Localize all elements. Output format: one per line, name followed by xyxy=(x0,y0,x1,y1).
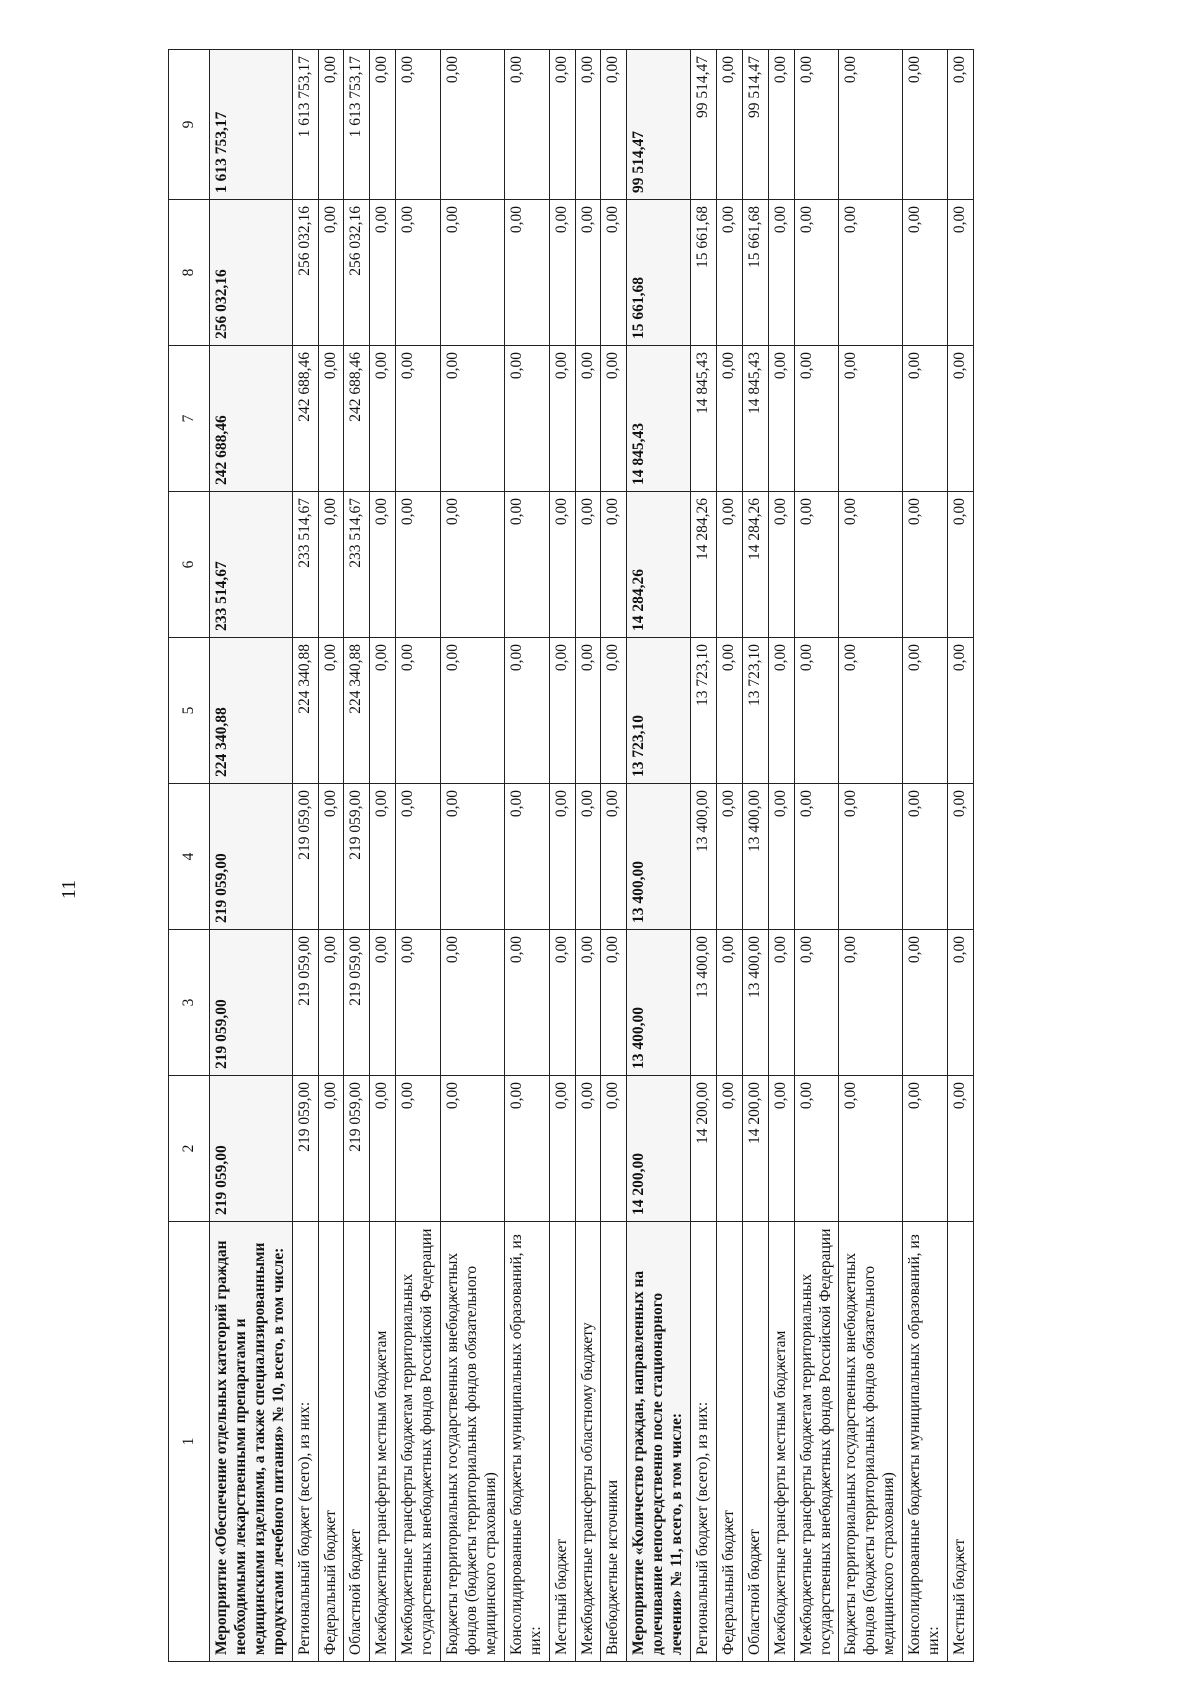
cell-value: 0,00 xyxy=(768,930,794,1076)
cell-value: 0,00 xyxy=(549,50,575,200)
column-header: 6 xyxy=(169,492,210,638)
cell-value: 13 400,00 xyxy=(691,930,717,1076)
cell-value: 0,00 xyxy=(839,784,903,930)
cell-value: 0,00 xyxy=(441,200,505,346)
row-label: Консолидированные бюджеты муниципальных образований, из них: xyxy=(903,1222,948,1662)
cell-value: 0,00 xyxy=(504,50,549,200)
table-row xyxy=(839,50,903,1662)
cell-value: 0,00 xyxy=(948,1076,974,1222)
cell-value: 219 059,00 xyxy=(292,784,318,930)
table-row xyxy=(601,50,627,1662)
cell-value: 233 514,67 xyxy=(292,492,318,638)
cell-value: 14 284,26 xyxy=(627,492,691,638)
cell-value: 0,00 xyxy=(768,638,794,784)
cell-value: 224 340,88 xyxy=(292,638,318,784)
cell-value: 0,00 xyxy=(794,492,839,638)
cell-value: 99 514,47 xyxy=(627,50,691,200)
page-number: 11 xyxy=(58,879,81,900)
cell-value: 0,00 xyxy=(549,492,575,638)
cell-value: 0,00 xyxy=(396,930,441,1076)
table-row xyxy=(948,50,974,1662)
table-row xyxy=(549,50,575,1662)
table-row xyxy=(370,50,396,1662)
cell-value: 0,00 xyxy=(794,638,839,784)
cell-value: 0,00 xyxy=(370,784,396,930)
cell-value: 14 284,26 xyxy=(691,492,717,638)
row-label: Мероприятие «Количество граждан, направленных на долечивание непосредственно после стационарного лечения» № 11, всего, в том числе: xyxy=(627,1222,691,1662)
cell-value: 0,00 xyxy=(601,492,627,638)
table-row xyxy=(575,50,601,1662)
row-label: Федеральный бюджет xyxy=(318,1222,344,1662)
cell-value: 256 032,16 xyxy=(210,200,293,346)
cell-value: 0,00 xyxy=(716,200,742,346)
cell-value: 0,00 xyxy=(441,1076,505,1222)
cell-value: 0,00 xyxy=(768,50,794,200)
cell-value: 0,00 xyxy=(318,200,344,346)
cell-value: 242 688,46 xyxy=(210,346,293,492)
table-row xyxy=(742,50,768,1662)
cell-value: 0,00 xyxy=(575,492,601,638)
cell-value: 0,00 xyxy=(948,492,974,638)
column-header: 9 xyxy=(169,50,210,200)
cell-value: 0,00 xyxy=(716,50,742,200)
cell-value: 0,00 xyxy=(601,930,627,1076)
cell-value: 14 284,26 xyxy=(742,492,768,638)
cell-value: 0,00 xyxy=(948,638,974,784)
cell-value: 219 059,00 xyxy=(292,1076,318,1222)
cell-value: 13 723,10 xyxy=(691,638,717,784)
cell-value: 0,00 xyxy=(370,346,396,492)
cell-value: 0,00 xyxy=(575,346,601,492)
budget-table xyxy=(168,49,974,1662)
cell-value: 1 613 753,17 xyxy=(292,50,318,200)
cell-value: 0,00 xyxy=(318,930,344,1076)
cell-value: 0,00 xyxy=(903,638,948,784)
cell-value: 0,00 xyxy=(575,1076,601,1222)
cell-value: 0,00 xyxy=(504,1076,549,1222)
column-header: 8 xyxy=(169,200,210,346)
cell-value: 0,00 xyxy=(549,784,575,930)
column-header: 5 xyxy=(169,638,210,784)
cell-value: 0,00 xyxy=(370,638,396,784)
row-label: Межбюджетные трансферты областному бюджету xyxy=(575,1222,601,1662)
cell-value: 0,00 xyxy=(768,346,794,492)
cell-value: 0,00 xyxy=(318,492,344,638)
cell-value: 0,00 xyxy=(716,638,742,784)
cell-value: 0,00 xyxy=(504,638,549,784)
cell-value: 233 514,67 xyxy=(210,492,293,638)
cell-value: 15 661,68 xyxy=(627,200,691,346)
cell-value: 0,00 xyxy=(601,346,627,492)
cell-value: 0,00 xyxy=(794,200,839,346)
cell-value: 0,00 xyxy=(716,930,742,1076)
cell-value: 14 200,00 xyxy=(742,1076,768,1222)
cell-value: 15 661,68 xyxy=(691,200,717,346)
cell-value: 0,00 xyxy=(839,50,903,200)
cell-value: 0,00 xyxy=(794,784,839,930)
cell-value: 0,00 xyxy=(903,346,948,492)
cell-value: 0,00 xyxy=(948,784,974,930)
cell-value: 0,00 xyxy=(549,200,575,346)
cell-value: 0,00 xyxy=(575,200,601,346)
cell-value: 0,00 xyxy=(396,346,441,492)
cell-value: 0,00 xyxy=(839,346,903,492)
row-label: Бюджеты территориальных государственных внебюджетных фондов (бюджеты территориальных фондов обязательного медицинского страхования) xyxy=(839,1222,903,1662)
cell-value: 0,00 xyxy=(396,50,441,200)
cell-value: 13 400,00 xyxy=(691,784,717,930)
cell-value: 0,00 xyxy=(318,1076,344,1222)
cell-value: 0,00 xyxy=(441,930,505,1076)
cell-value: 0,00 xyxy=(504,492,549,638)
cell-value: 219 059,00 xyxy=(292,930,318,1076)
row-label: Региональный бюджет (всего), из них: xyxy=(691,1222,717,1662)
cell-value: 15 661,68 xyxy=(742,200,768,346)
cell-value: 0,00 xyxy=(396,1076,441,1222)
cell-value: 99 514,47 xyxy=(691,50,717,200)
cell-value: 0,00 xyxy=(601,638,627,784)
cell-value: 224 340,88 xyxy=(344,638,370,784)
cell-value: 219 059,00 xyxy=(210,1076,293,1222)
cell-value: 256 032,16 xyxy=(292,200,318,346)
row-label: Областной бюджет xyxy=(344,1222,370,1662)
cell-value: 0,00 xyxy=(768,1076,794,1222)
cell-value: 0,00 xyxy=(839,638,903,784)
table-row xyxy=(794,50,839,1662)
cell-value: 0,00 xyxy=(318,784,344,930)
cell-value: 0,00 xyxy=(575,50,601,200)
table-row xyxy=(627,50,691,1662)
cell-value: 0,00 xyxy=(504,346,549,492)
cell-value: 219 059,00 xyxy=(344,1076,370,1222)
cell-value: 0,00 xyxy=(903,784,948,930)
cell-value: 0,00 xyxy=(318,50,344,200)
row-label: Межбюджетные трансферты местным бюджетам xyxy=(370,1222,396,1662)
table-row xyxy=(210,50,293,1662)
cell-value: 14 845,43 xyxy=(742,346,768,492)
cell-value: 0,00 xyxy=(768,784,794,930)
cell-value: 0,00 xyxy=(794,930,839,1076)
cell-value: 0,00 xyxy=(370,50,396,200)
cell-value: 0,00 xyxy=(504,784,549,930)
cell-value: 0,00 xyxy=(396,492,441,638)
cell-value: 0,00 xyxy=(839,1076,903,1222)
cell-value: 0,00 xyxy=(601,1076,627,1222)
cell-value: 0,00 xyxy=(441,784,505,930)
cell-value: 14 845,43 xyxy=(691,346,717,492)
cell-value: 0,00 xyxy=(370,200,396,346)
cell-value: 0,00 xyxy=(839,200,903,346)
cell-value: 13 400,00 xyxy=(742,784,768,930)
cell-value: 0,00 xyxy=(575,930,601,1076)
cell-value: 0,00 xyxy=(948,50,974,200)
row-label: Бюджеты территориальных государственных внебюджетных фондов (бюджеты территориальных фондов обязательного медицинского страхования) xyxy=(441,1222,505,1662)
row-label: Мероприятие «Обеспечение отдельных категорий граждан необходимыми лекарственными препаратами и медицинскими изделиями, а также специализированными продуктами лечебного питания» № 10, всего, в том числе: xyxy=(210,1222,293,1662)
cell-value: 0,00 xyxy=(575,784,601,930)
cell-value: 1 613 753,17 xyxy=(210,50,293,200)
row-label: Областной бюджет xyxy=(742,1222,768,1662)
cell-value: 0,00 xyxy=(318,346,344,492)
cell-value: 0,00 xyxy=(441,492,505,638)
cell-value: 219 059,00 xyxy=(344,930,370,1076)
cell-value: 0,00 xyxy=(549,1076,575,1222)
table-row xyxy=(441,50,505,1662)
cell-value: 0,00 xyxy=(716,784,742,930)
row-label: Межбюджетные трансферты бюджетам территориальных государственных внебюджетных фондов Российской Федерации xyxy=(794,1222,839,1662)
cell-value: 224 340,88 xyxy=(210,638,293,784)
cell-value: 0,00 xyxy=(903,492,948,638)
cell-value: 219 059,00 xyxy=(210,784,293,930)
cell-value: 219 059,00 xyxy=(210,930,293,1076)
column-header: 7 xyxy=(169,346,210,492)
cell-value: 0,00 xyxy=(441,50,505,200)
table-row xyxy=(716,50,742,1662)
cell-value: 0,00 xyxy=(441,638,505,784)
cell-value: 0,00 xyxy=(370,930,396,1076)
cell-value: 14 200,00 xyxy=(691,1076,717,1222)
cell-value: 0,00 xyxy=(318,638,344,784)
column-header: 4 xyxy=(169,784,210,930)
cell-value: 1 613 753,17 xyxy=(344,50,370,200)
table-row xyxy=(318,50,344,1662)
row-label: Региональный бюджет (всего), из них: xyxy=(292,1222,318,1662)
row-label: Внебюджетные источники xyxy=(601,1222,627,1662)
table-row xyxy=(691,50,717,1662)
cell-value: 219 059,00 xyxy=(344,784,370,930)
row-label: Местный бюджет xyxy=(549,1222,575,1662)
cell-value: 0,00 xyxy=(549,638,575,784)
cell-value: 14 200,00 xyxy=(627,1076,691,1222)
header-row xyxy=(169,50,210,1662)
cell-value: 0,00 xyxy=(768,492,794,638)
cell-value: 99 514,47 xyxy=(742,50,768,200)
row-label: Межбюджетные трансферты бюджетам территориальных государственных внебюджетных фондов Российской Федерации xyxy=(396,1222,441,1662)
cell-value: 0,00 xyxy=(601,50,627,200)
table-row xyxy=(396,50,441,1662)
column-header: 1 xyxy=(169,1222,210,1662)
cell-value: 0,00 xyxy=(794,346,839,492)
cell-value: 13 723,10 xyxy=(627,638,691,784)
table-row xyxy=(344,50,370,1662)
cell-value: 0,00 xyxy=(794,50,839,200)
cell-value: 13 400,00 xyxy=(627,930,691,1076)
cell-value: 256 032,16 xyxy=(344,200,370,346)
cell-value: 0,00 xyxy=(716,346,742,492)
cell-value: 0,00 xyxy=(370,492,396,638)
cell-value: 0,00 xyxy=(903,200,948,346)
cell-value: 0,00 xyxy=(575,638,601,784)
cell-value: 0,00 xyxy=(716,1076,742,1222)
cell-value: 0,00 xyxy=(504,930,549,1076)
table-row xyxy=(903,50,948,1662)
cell-value: 13 723,10 xyxy=(742,638,768,784)
table-body xyxy=(210,50,974,1662)
cell-value: 0,00 xyxy=(903,930,948,1076)
cell-value: 0,00 xyxy=(716,492,742,638)
cell-value: 0,00 xyxy=(601,784,627,930)
cell-value: 0,00 xyxy=(948,200,974,346)
cell-value: 0,00 xyxy=(370,1076,396,1222)
cell-value: 0,00 xyxy=(768,200,794,346)
row-label: Федеральный бюджет xyxy=(716,1222,742,1662)
cell-value: 13 400,00 xyxy=(627,784,691,930)
cell-value: 233 514,67 xyxy=(344,492,370,638)
table-row xyxy=(292,50,318,1662)
cell-value: 0,00 xyxy=(601,200,627,346)
table-row xyxy=(768,50,794,1662)
cell-value: 0,00 xyxy=(549,346,575,492)
cell-value: 0,00 xyxy=(839,492,903,638)
column-header: 3 xyxy=(169,930,210,1076)
cell-value: 0,00 xyxy=(441,346,505,492)
cell-value: 0,00 xyxy=(903,50,948,200)
cell-value: 0,00 xyxy=(948,930,974,1076)
cell-value: 0,00 xyxy=(396,784,441,930)
cell-value: 0,00 xyxy=(839,930,903,1076)
column-header: 2 xyxy=(169,1076,210,1222)
cell-value: 14 845,43 xyxy=(627,346,691,492)
row-label: Местный бюджет xyxy=(948,1222,974,1662)
cell-value: 0,00 xyxy=(504,200,549,346)
cell-value: 0,00 xyxy=(549,930,575,1076)
cell-value: 242 688,46 xyxy=(292,346,318,492)
cell-value: 0,00 xyxy=(903,1076,948,1222)
row-label: Межбюджетные трансферты местным бюджетам xyxy=(768,1222,794,1662)
cell-value: 242 688,46 xyxy=(344,346,370,492)
cell-value: 0,00 xyxy=(396,638,441,784)
cell-value: 0,00 xyxy=(948,346,974,492)
cell-value: 0,00 xyxy=(794,1076,839,1222)
row-label: Консолидированные бюджеты муниципальных образований, из них: xyxy=(504,1222,549,1662)
table-row xyxy=(504,50,549,1662)
rotated-table-container xyxy=(168,50,1128,1662)
cell-value: 0,00 xyxy=(396,200,441,346)
cell-value: 13 400,00 xyxy=(742,930,768,1076)
